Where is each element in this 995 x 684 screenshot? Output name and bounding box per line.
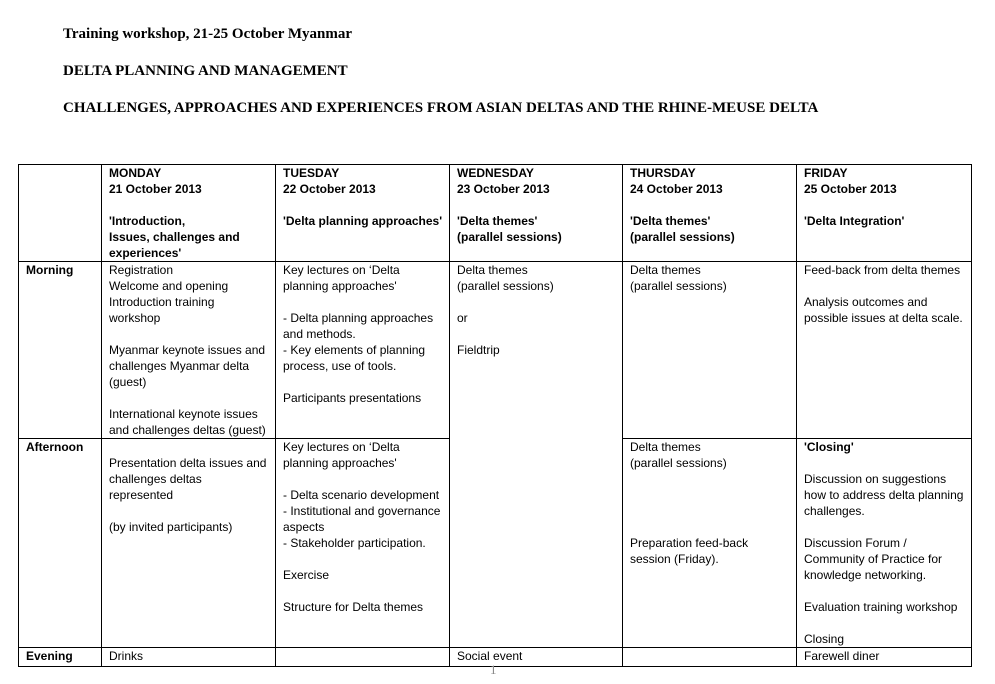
cell-line: and challenges deltas (guest): [109, 423, 266, 437]
cell-line: planning approaches': [283, 456, 397, 470]
morning-row: [19, 262, 972, 439]
cell-line: Feed-back from delta themes: [804, 263, 961, 277]
day-name: FRIDAY: [804, 166, 848, 180]
cell-line: [283, 294, 449, 310]
wednesday-day-cell: [450, 262, 623, 648]
cell-line: [109, 326, 275, 342]
day-date: 22 October 2013: [283, 182, 376, 196]
spacer: [457, 197, 622, 213]
cell-line: Delta themes: [630, 263, 701, 277]
cell-line: [283, 374, 449, 390]
cell-line: - Stakeholder participation.: [283, 536, 426, 550]
afternoon-tuesday-cell: [276, 439, 450, 648]
cell-line: challenges Myanmar delta: [109, 359, 250, 373]
cell-line: (parallel sessions): [630, 456, 727, 470]
cell-line: (parallel sessions): [457, 279, 554, 293]
cell-line: [630, 503, 796, 519]
cell-line: Delta themes: [457, 263, 528, 277]
day-theme-line: 'Delta themes': [457, 214, 538, 228]
cell-line: planning approaches': [283, 279, 397, 293]
day-header-monday: [102, 165, 276, 262]
cell-line: - Delta scenario development: [283, 488, 440, 502]
cell-line: (guest): [109, 375, 147, 389]
cell-line: Closing: [804, 632, 845, 646]
day-name: THURSDAY: [630, 166, 696, 180]
day-date: 23 October 2013: [457, 182, 550, 196]
day-header-tuesday: [276, 165, 450, 262]
cell-line: process, use of tools.: [283, 359, 397, 373]
day-theme-line: 'Delta Integration': [804, 214, 905, 228]
cell-line: Key lectures on ‘Delta: [283, 263, 400, 277]
period-label-afternoon: Afternoon: [19, 439, 102, 648]
cell-line: - Key elements of planning: [283, 343, 426, 357]
afternoon-thursday-cell: [623, 439, 797, 648]
cell-line: [109, 439, 275, 455]
cell-line: or: [457, 311, 468, 325]
morning-tuesday-cell: [276, 262, 450, 439]
spacer: [283, 197, 449, 213]
schedule-table: [18, 164, 972, 667]
cell-line: [804, 278, 971, 294]
period-label-morning: Morning: [19, 262, 102, 439]
morning-monday-cell: [102, 262, 276, 439]
closing-heading: 'Closing': [804, 440, 854, 454]
cell-line: (parallel sessions): [630, 279, 727, 293]
cell-line: knowledge networking.: [804, 568, 927, 582]
day-theme-line: Issues, challenges and: [109, 230, 240, 244]
day-theme-line: (parallel sessions): [630, 230, 735, 244]
cell-line: [804, 519, 971, 535]
cell-line: [804, 455, 971, 471]
cell-line: Preparation feed-back: [630, 536, 749, 550]
cell-line: [457, 326, 622, 342]
day-header-thursday: [623, 165, 797, 262]
cell-line: Key lectures on ‘Delta: [283, 440, 400, 454]
day-theme-line: 'Delta planning approaches': [283, 214, 443, 228]
cell-line: International keynote issues: [109, 407, 258, 421]
day-date: 24 October 2013: [630, 182, 723, 196]
cell-line: Structure for Delta themes: [283, 600, 424, 614]
cell-line: [804, 583, 971, 599]
cell-line: Registration: [109, 263, 174, 277]
cell-line: Welcome and opening: [109, 279, 229, 293]
cell-line: possible issues at delta scale.: [804, 311, 963, 325]
cell-line: [804, 615, 971, 631]
spacer: [804, 197, 971, 213]
cell-line: Discussion Forum /: [804, 536, 907, 550]
cell-line: challenges.: [804, 504, 865, 518]
cell-line: Myanmar keynote issues and: [109, 343, 266, 357]
cell-line: Discussion on suggestions: [804, 472, 947, 486]
cell-line: [630, 487, 796, 503]
cell-line: [109, 503, 275, 519]
cell-line: [283, 551, 449, 567]
morning-thursday-cell: [623, 262, 797, 439]
page-number: 1: [490, 662, 497, 677]
cell-line: Delta themes: [630, 440, 701, 454]
cell-line: (by invited participants): [109, 520, 233, 534]
day-date: 21 October 2013: [109, 182, 202, 196]
period-label-evening: Evening: [19, 648, 102, 667]
evening-friday-cell: Farewell diner: [797, 648, 972, 667]
header-row: [19, 165, 972, 262]
cell-line: - Institutional and governance: [283, 504, 441, 518]
evening-monday-cell: Drinks: [102, 648, 276, 667]
cell-line: Fieldtrip: [457, 343, 500, 357]
cell-line: represented: [109, 488, 174, 502]
cell-line: aspects: [283, 520, 325, 534]
day-header-wednesday: [450, 165, 623, 262]
cell-line: Introduction training: [109, 295, 215, 309]
evening-wednesday-cell: Social event: [450, 648, 623, 667]
day-name: WEDNESDAY: [457, 166, 534, 180]
empty-corner-cell: [19, 165, 102, 262]
day-date: 25 October 2013: [804, 182, 897, 196]
afternoon-friday-cell: [797, 439, 972, 648]
document-title-line1: Training workshop, 21-25 October Myanmar: [63, 26, 353, 42]
day-header-friday: [797, 165, 972, 262]
document-title-line2: DELTA PLANNING AND MANAGEMENT: [63, 63, 348, 79]
day-theme-line: (parallel sessions): [457, 230, 562, 244]
cell-line: challenges deltas: [109, 472, 202, 486]
afternoon-monday-cell: [102, 439, 276, 648]
cell-line: Presentation delta issues and: [109, 456, 267, 470]
cell-line: workshop: [109, 311, 161, 325]
cell-line: session (Friday).: [630, 552, 719, 566]
cell-line: how to address delta planning: [804, 488, 964, 502]
document-title-line3: CHALLENGES, APPROACHES AND EXPERIENCES FROM ASIAN DELTAS AND THE RHINE-MEUSE DELTA: [63, 100, 819, 116]
cell-line: [630, 471, 796, 487]
day-name: TUESDAY: [283, 166, 340, 180]
cell-line: and methods.: [283, 327, 356, 341]
cell-line: [109, 390, 275, 406]
cell-line: Participants presentations: [283, 391, 422, 405]
morning-friday-cell: [797, 262, 972, 439]
day-theme-line: 'Introduction,: [109, 214, 186, 228]
cell-line: Exercise: [283, 568, 330, 582]
day-theme-line: experiences': [109, 246, 182, 260]
cell-line: Evaluation training workshop: [804, 600, 958, 614]
evening-tuesday-cell: [276, 648, 450, 667]
evening-thursday-cell: [623, 648, 797, 667]
cell-line: [283, 471, 449, 487]
cell-line: Community of Practice for: [804, 552, 943, 566]
cell-line: - Delta planning approaches: [283, 311, 434, 325]
day-name: MONDAY: [109, 166, 162, 180]
cell-line: Analysis outcomes and: [804, 295, 928, 309]
cell-line: [630, 519, 796, 535]
cell-line: [457, 294, 622, 310]
day-theme-line: 'Delta themes': [630, 214, 711, 228]
spacer: [109, 197, 275, 213]
spacer: [630, 197, 796, 213]
cell-line: [283, 583, 449, 599]
